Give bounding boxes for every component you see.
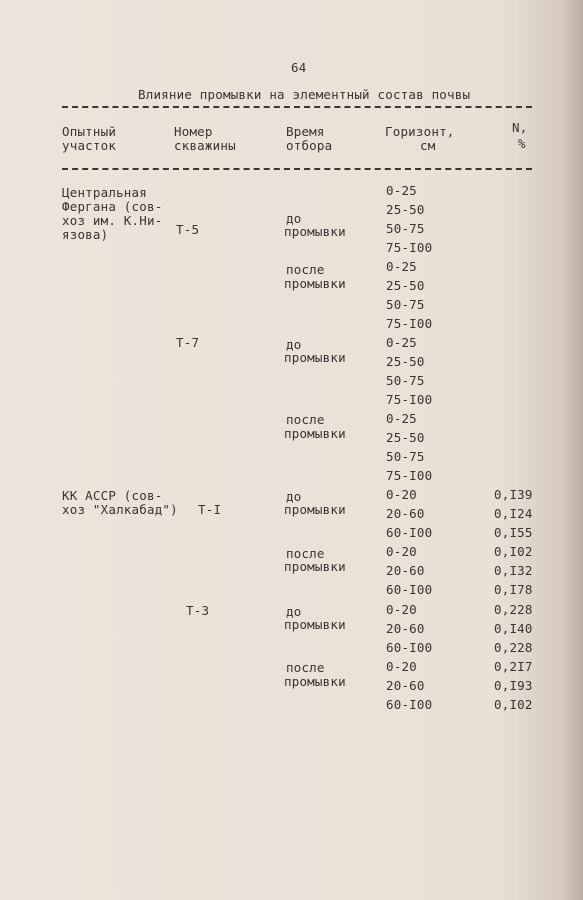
time-after: после — [286, 262, 325, 277]
horizon-cell: 20-60 — [386, 678, 425, 693]
site-fergana-line4: язова) — [62, 227, 109, 242]
horizon-cell: 75-I00 — [386, 316, 433, 331]
horizon-cell: 20-60 — [386, 506, 425, 521]
horizon-cell: 0-25 — [386, 259, 417, 274]
time-after: промывки — [284, 276, 346, 291]
time-before: промывки — [284, 502, 346, 517]
horizon-cell: 50-75 — [386, 297, 425, 312]
n-value: 0,I24 — [494, 506, 533, 521]
time-after: после — [286, 660, 325, 675]
n-value: 0,2I7 — [494, 659, 533, 674]
well-t5: Т-5 — [176, 222, 200, 237]
time-after: промывки — [284, 559, 346, 574]
horizon-cell: 50-75 — [386, 373, 425, 388]
header-time-line1: Время — [286, 124, 325, 139]
header-site-line2: участок — [62, 138, 117, 153]
horizon-cell: 75-I00 — [386, 240, 433, 255]
page-number: 64 — [291, 60, 307, 75]
site-fergana-line3: хоз им. К.Ни- — [62, 213, 163, 228]
n-value: 0,I55 — [494, 525, 533, 540]
time-after: после — [286, 412, 325, 427]
horizon-cell: 75-I00 — [386, 468, 433, 483]
horizon-cell: 0-25 — [386, 411, 417, 426]
horizon-cell: 75-I00 — [386, 392, 433, 407]
table-title: Влияние промывки на элементный состав почвы — [138, 87, 471, 102]
header-horizon-line2: см — [420, 138, 436, 153]
well-t1: Т-I — [198, 502, 222, 517]
n-value: 0,I40 — [494, 621, 533, 636]
horizon-cell: 0-20 — [386, 602, 417, 617]
time-before: до — [286, 337, 302, 352]
site-fergana-line2: Фергана (сов- — [62, 199, 163, 214]
n-value: 0,228 — [494, 640, 533, 655]
horizon-cell: 60-I00 — [386, 640, 433, 655]
site-fergana-line1: Центральная — [62, 185, 147, 200]
time-before: промывки — [284, 224, 346, 239]
horizon-cell: 0-20 — [386, 659, 417, 674]
well-t7: Т-7 — [176, 335, 200, 350]
horizon-cell: 60-I00 — [386, 582, 433, 597]
horizon-cell: 0-25 — [386, 335, 417, 350]
horizon-cell: 20-60 — [386, 621, 425, 636]
header-n-line1: N, — [512, 120, 528, 135]
header-horizon-line1: Горизонт, — [385, 124, 455, 139]
horizon-cell: 25-50 — [386, 202, 425, 217]
horizon-cell: 20-60 — [386, 563, 425, 578]
time-before: до — [286, 604, 302, 619]
header-site-line1: Опытный — [62, 124, 117, 139]
n-value: 0,I39 — [494, 487, 533, 502]
horizon-cell: 60-I00 — [386, 525, 433, 540]
n-value: 0,I93 — [494, 678, 533, 693]
header-well-line2: скважины — [174, 138, 236, 153]
horizon-cell: 60-I00 — [386, 697, 433, 712]
n-value: 0,I02 — [494, 544, 533, 559]
horizon-cell: 50-75 — [386, 449, 425, 464]
n-value: 0,I32 — [494, 563, 533, 578]
time-after: после — [286, 546, 325, 561]
n-value: 0,I78 — [494, 582, 533, 597]
header-well-line1: Номер — [174, 124, 213, 139]
time-after: промывки — [284, 426, 346, 441]
time-after: промывки — [284, 674, 346, 689]
header-rule — [62, 168, 532, 170]
horizon-cell: 0-20 — [386, 544, 417, 559]
time-before: промывки — [284, 350, 346, 365]
time-before: промывки — [284, 617, 346, 632]
time-before: до — [286, 211, 302, 226]
horizon-cell: 25-50 — [386, 278, 425, 293]
site-kk-line1: КК АССР (сов- — [62, 488, 163, 503]
n-value: 0,228 — [494, 602, 533, 617]
horizon-cell: 50-75 — [386, 221, 425, 236]
header-n-line2: % — [518, 136, 526, 151]
horizon-cell: 0-20 — [386, 487, 417, 502]
horizon-cell: 0-25 — [386, 183, 417, 198]
header-time-line2: отбора — [286, 138, 333, 153]
site-kk-line2: хоз "Халкабад") — [62, 502, 178, 517]
horizon-cell: 25-50 — [386, 430, 425, 445]
well-t3: Т-3 — [186, 603, 210, 618]
horizon-cell: 25-50 — [386, 354, 425, 369]
n-value: 0,I02 — [494, 697, 533, 712]
time-before: до — [286, 489, 302, 504]
top-rule — [62, 106, 532, 108]
